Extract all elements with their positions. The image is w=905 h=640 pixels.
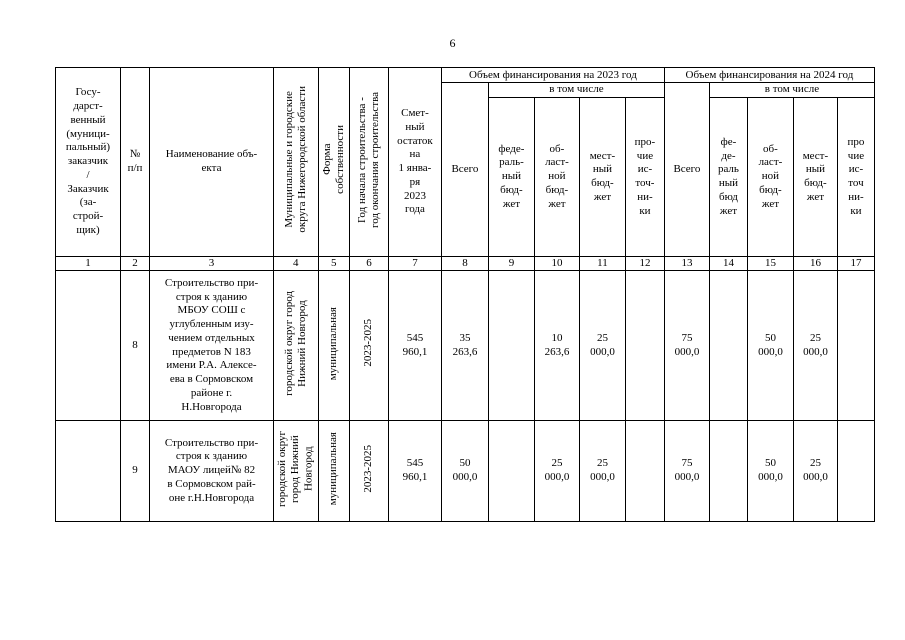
page-number: 6: [449, 36, 456, 50]
cell-total-2024: 75 000,0: [664, 421, 709, 522]
header-regional-2023: об- ласт- ной бюд- жет: [534, 98, 579, 257]
cell-municipality-text: городской округ город Нижний Новгород: [276, 430, 315, 507]
cell-federal-2023: [488, 421, 534, 522]
cell-years-text: 2023-2025: [362, 319, 375, 367]
header-other-2023: про- чие ис- точ- ни- ки: [625, 98, 664, 257]
column-number: 8: [441, 257, 488, 271]
column-number: 5: [318, 257, 349, 271]
header-other-2024: про чие ис- точ ни- ки: [837, 98, 874, 257]
cell-years: [349, 271, 388, 421]
column-number: 13: [664, 257, 709, 271]
column-number: 1: [56, 257, 121, 271]
cell-local-2024: 25 000,0: [793, 421, 837, 522]
header-local-2024: мест- ный бюд- жет: [793, 98, 837, 257]
header-total-2023: Всего: [441, 83, 488, 257]
cell-local-2023: 25 000,0: [579, 421, 625, 522]
cell-years-text: 2023-2025: [362, 444, 375, 493]
column-number: 14: [709, 257, 747, 271]
header-estimate: Смет- ный остаток на 1 янва- ря 2023 года: [388, 68, 441, 257]
column-number-row: [56, 257, 875, 271]
cell-estimate: 545 960,1: [388, 271, 441, 421]
header-including-2023: в том числе: [488, 83, 664, 98]
cell-local-2023: 25 000,0: [579, 271, 625, 421]
cell-object-name: Строительство при- строя к зданию МАОУ лицей№ 82 в Сормовском рай- оне г.Н.Новгорода: [150, 421, 274, 522]
cell-ownership: [318, 421, 349, 522]
column-number: 7: [388, 257, 441, 271]
header-ownership-text: Форма собственности: [320, 125, 346, 195]
header-municipality: [274, 68, 319, 257]
cell-years: [349, 421, 388, 522]
column-number: 11: [579, 257, 625, 271]
cell-local-2024: 25 000,0: [793, 271, 837, 421]
cell-other-2024: [837, 421, 874, 522]
column-number: 16: [793, 257, 837, 271]
cell-customer: [56, 421, 121, 522]
cell-other-2024: [837, 271, 874, 421]
cell-other-2023: [625, 271, 664, 421]
header-local-2023: мест- ный бюд- жет: [579, 98, 625, 257]
cell-number: 9: [121, 421, 150, 522]
table-row: [56, 271, 875, 421]
header-customer: Госу- дарст- венный (муници- пальный) заказчик / Заказчик (за- строй- щик): [56, 68, 121, 257]
header-fin-2024: Объем финансирования на 2024 год: [664, 68, 874, 83]
cell-customer: [56, 271, 121, 421]
column-number: 17: [837, 257, 874, 271]
header-total-2024: Всего: [664, 83, 709, 257]
cell-number: 8: [121, 271, 150, 421]
header-municipality-text: Муниципальные и городские округа Нижегородской области: [282, 86, 308, 233]
cell-total-2024: 75 000,0: [664, 271, 709, 421]
financing-table: [55, 67, 875, 522]
header-including-2024: в том числе: [709, 83, 874, 98]
cell-municipality: [274, 271, 319, 421]
cell-estimate: 545 960,1: [388, 421, 441, 522]
cell-ownership-text: муниципальная: [327, 306, 340, 380]
column-number: 4: [274, 257, 319, 271]
cell-object-name: Строительство при- строя к зданию МБОУ СОШ с углубленным изу- чением отдельных предметов N 183 имени Р.А. Алексе- ева в Сормовском районе г. Н.Новгорода: [150, 271, 274, 421]
cell-federal-2024: [709, 421, 747, 522]
column-number: 6: [349, 257, 388, 271]
header-fin-2023: Объем финансирования на 2023 год: [441, 68, 664, 83]
cell-other-2023: [625, 421, 664, 522]
column-number: 2: [121, 257, 150, 271]
column-number: 9: [488, 257, 534, 271]
cell-regional-2023: 10 263,6: [534, 271, 579, 421]
header-number: № п/п: [121, 68, 150, 257]
cell-federal-2024: [709, 271, 747, 421]
header-row-1: [56, 68, 875, 83]
cell-regional-2023: 25 000,0: [534, 421, 579, 522]
header-object-name: Наименование объ- екта: [150, 68, 274, 257]
header-federal-2023: феде- раль- ный бюд- жет: [488, 98, 534, 257]
cell-federal-2023: [488, 271, 534, 421]
cell-municipality-text: городской округ город Нижний Новгород: [282, 290, 308, 396]
column-number: 10: [534, 257, 579, 271]
header-years-text: Год начала строительства - год окончания строительства: [355, 91, 381, 228]
cell-regional-2024: 50 000,0: [747, 421, 793, 522]
cell-regional-2024: 50 000,0: [747, 271, 793, 421]
cell-total-2023: 50 000,0: [441, 421, 488, 522]
column-number: 3: [150, 257, 274, 271]
header-years: [349, 68, 388, 257]
table-row: [56, 421, 875, 522]
column-number: 15: [747, 257, 793, 271]
header-ownership: [318, 68, 349, 257]
cell-ownership-text: муниципальная: [327, 432, 340, 506]
cell-total-2023: 35 263,6: [441, 271, 488, 421]
header-federal-2024: фе- де- раль ный бюд жет: [709, 98, 747, 257]
cell-municipality: [274, 421, 319, 522]
column-number: 12: [625, 257, 664, 271]
header-regional-2024: об- ласт- ной бюд- жет: [747, 98, 793, 257]
cell-ownership: [318, 271, 349, 421]
